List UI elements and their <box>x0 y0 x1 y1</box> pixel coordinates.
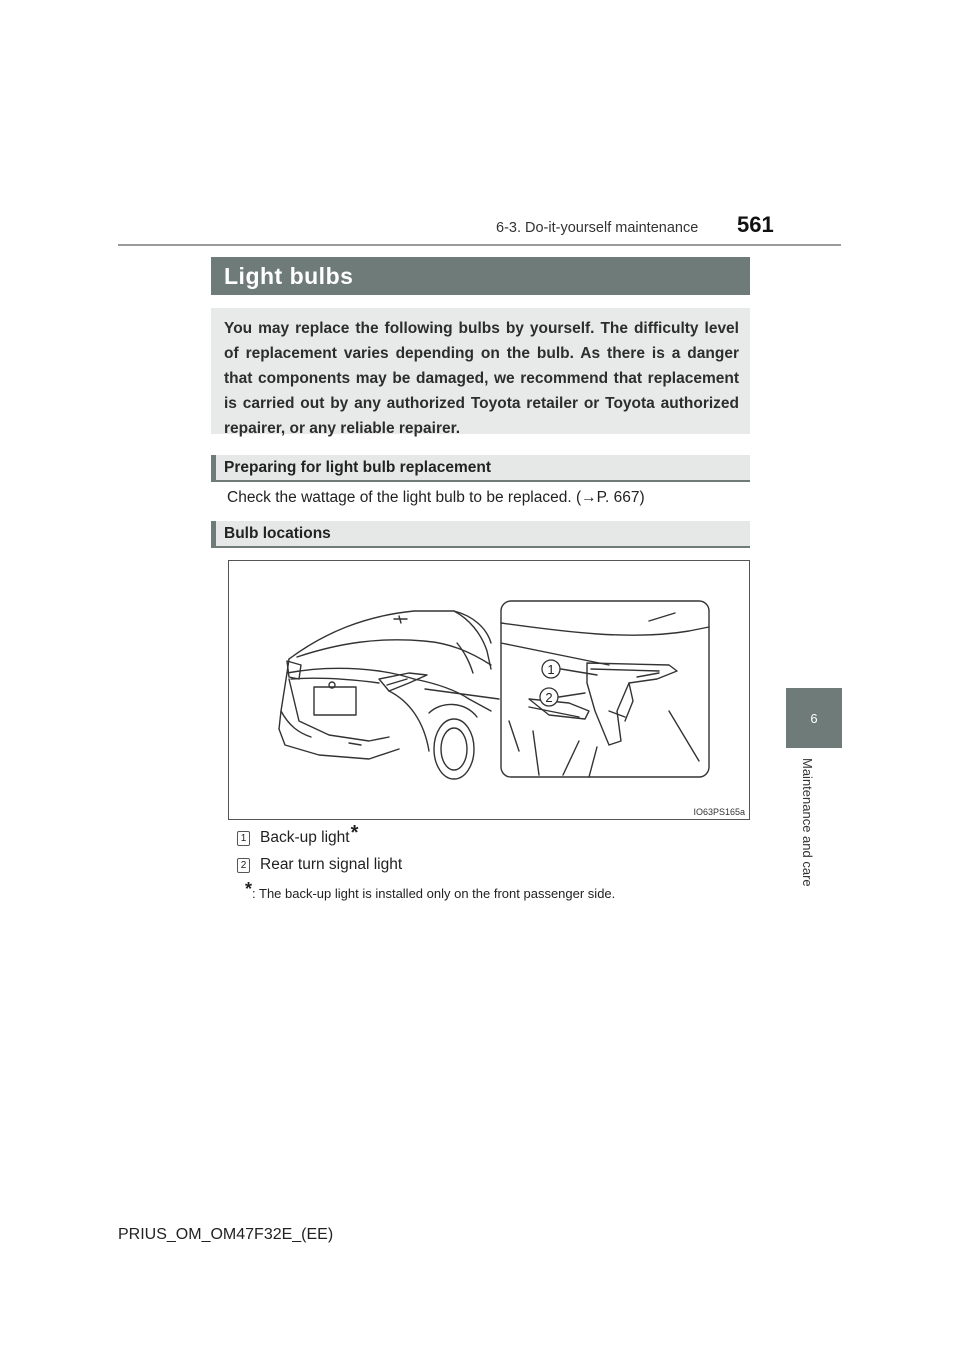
legend-number-badge: 1 <box>237 831 250 846</box>
section-heading-locations <box>211 521 750 548</box>
car-rear-illustration <box>229 561 749 819</box>
page-title-text: Light bulbs <box>224 262 354 289</box>
svg-text:1: 1 <box>547 662 555 677</box>
legend-label: Back-up light <box>260 829 350 846</box>
section-heading-preparing <box>211 455 750 482</box>
figure-code: IO63PS165a <box>693 807 745 817</box>
legend-item <box>237 855 402 875</box>
asterisk-mark: * <box>350 821 359 844</box>
page-title <box>211 257 750 295</box>
preparing-instructions: Check the wattage of the light bulb to be replaced. (→P. 667) <box>227 489 645 506</box>
header-divider <box>118 244 841 246</box>
legend-label: Rear turn signal light <box>260 856 403 873</box>
callout-2 <box>540 688 558 706</box>
section-heading-text: Preparing for light bulb replacement <box>224 458 491 476</box>
chapter-tab <box>786 688 842 748</box>
section-heading-text: Bulb locations <box>224 524 331 542</box>
intro-box <box>211 308 750 437</box>
legend-number-badge: 2 <box>237 858 250 873</box>
bulb-location-illustration <box>228 560 750 820</box>
legend-item <box>237 821 359 848</box>
chapter-label: Maintenance and care <box>800 758 815 887</box>
document-code-footer: PRIUS_OM_OM47F32E_(EE) <box>118 1226 334 1243</box>
header-section-title: 6-3. Do-it-yourself maintenance <box>496 220 699 236</box>
svg-text:2: 2 <box>545 690 553 705</box>
intro-text: You may replace the following bulbs by yourself. The difficulty level of replacement varies depending on the bulb. As there is a danger that components may be damaged, we recommend that replacement is carried out by any authorized Toyota retailer or Toyota authorized repairer, or any reliable repairer. <box>224 320 739 437</box>
page-number: 561 <box>737 212 774 237</box>
footnote-text: : The back-up light is installed only on the front passenger side. <box>252 886 616 901</box>
callout-1 <box>542 660 560 678</box>
footnote-asterisk: * <box>245 879 253 899</box>
footnote <box>244 879 616 903</box>
chapter-number: 6 <box>810 710 818 726</box>
